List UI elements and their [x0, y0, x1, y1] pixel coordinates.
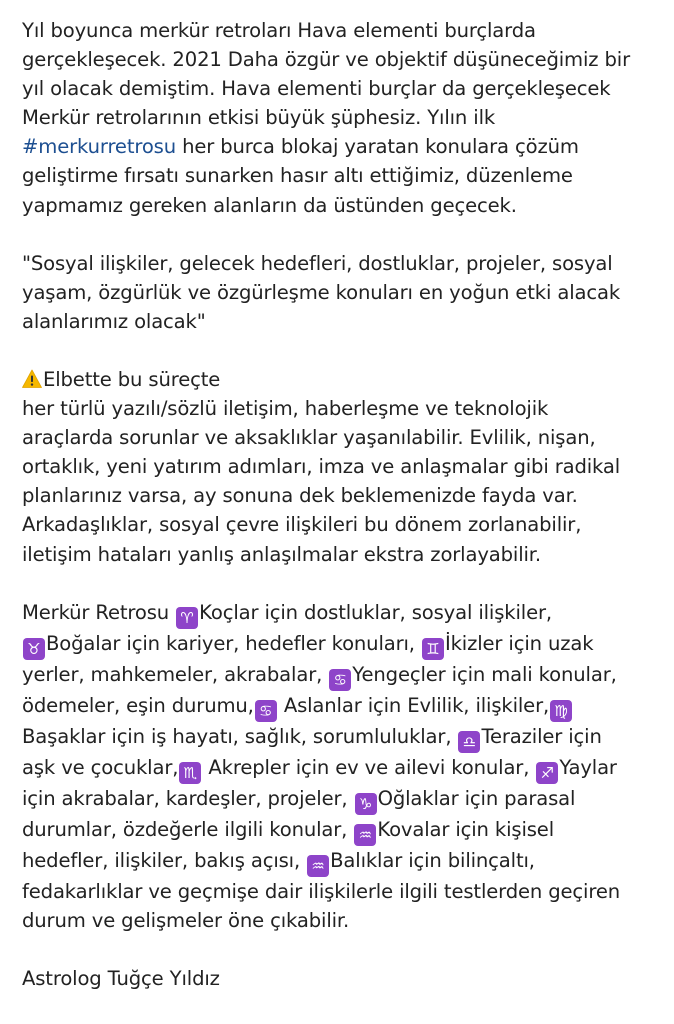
sagittarius-icon: ♐ — [536, 762, 558, 784]
text-segment: durumlar, özdeğerle ilgili konular, — [22, 817, 354, 841]
text-line — [22, 691, 662, 722]
text-segment: için akrabalar, kardeşler, projeler, — [22, 786, 354, 810]
paragraph-gap — [22, 935, 662, 964]
text-line — [22, 815, 662, 846]
aries-icon: ♈ — [176, 607, 198, 629]
text-line — [22, 753, 662, 784]
text-line: gerçekleşecek. 2021 Daha özgür ve objektif düşüneceğimiz bir — [22, 48, 630, 72]
text-line: Arkadaşlıklar, sosyal çevre ilişkileri bu dönem zorlanabilir, — [22, 513, 582, 537]
text-line: yıl olacak demiştim. Hava elementi burçlar da gerçekleşecek — [22, 77, 611, 101]
text-segment: Koçlar için dostluklar, sosyal ilişkiler, — [199, 600, 552, 624]
text-segment: Kovalar için kişisel — [377, 817, 554, 841]
text-line: Merkür retrolarının etkisi büyük şüphesiz. Yılın ilk — [22, 106, 496, 130]
text-segment: Akrepler için ev ve ailevi konular, — [202, 755, 536, 779]
text-segment: Yaylar — [559, 755, 617, 779]
text-line: "Sosyal ilişkiler, gelecek hedefleri, dostluklar, projeler, sosyal — [22, 251, 613, 275]
text-line: her türlü yazılı/sözlü iletişim, haberleşme ve teknolojik — [22, 397, 549, 421]
text-segment: aşk ve çocuklar, — [22, 755, 179, 779]
text-line — [22, 132, 662, 161]
capricorn-icon: ♑ — [355, 793, 377, 815]
text-line: fedakarlıklar ve geçmişe dair ilişkilerle ilgili testlerden geçiren — [22, 879, 620, 903]
paragraph-gap — [22, 336, 662, 365]
post-body — [22, 16, 662, 993]
text-line: geliştirme fırsatı sunarken hasır altı ettiğimiz, düzenleme — [22, 164, 573, 188]
text-line: ortaklık, yeni yatırım adımları, imza ve anlaşmalar gibi radikal — [22, 455, 621, 479]
warning-heading: Elbette bu süreçte — [43, 367, 221, 391]
signature-paragraph — [22, 964, 662, 993]
paragraph-gap — [22, 220, 662, 249]
cancer-icon: ♋ — [329, 669, 351, 691]
cancer-icon: ♋ — [255, 700, 277, 722]
text-line: yaşam, özgürlük ve özgürleşme konuları en yoğun etki alacak — [22, 280, 621, 304]
text-line: planlarınız varsa, ay sonuna dek beklemenizde fayda var. — [22, 484, 578, 508]
text-segment: Başaklar için iş hayatı, sağlık, sorumluluklar, — [22, 724, 458, 748]
text-segment: İkizler için uzak — [444, 631, 594, 655]
text-line — [22, 784, 662, 815]
text-line — [22, 846, 662, 877]
zodiac-paragraph — [22, 598, 662, 935]
text-segment: Aslanlar için Evlilik, ilişkiler, — [277, 693, 550, 717]
text-segment: Yengeçler için mali konular, — [352, 662, 617, 686]
text-line: durum ve gelişmeler öne çıkabilir. — [22, 908, 350, 932]
text-line: Yıl boyunca merkür retroları Hava elementi burçlarda — [22, 19, 536, 42]
warning-paragraph — [22, 365, 662, 569]
text-segment: Oğlaklar için parasal — [377, 786, 576, 810]
text-line: yapmamız gereken alanların da üstünden geçecek. — [22, 193, 517, 217]
text-segment: hedefler, ilişkiler, bakış açısı, — [22, 848, 307, 872]
quote-paragraph — [22, 249, 662, 336]
text-segment: yerler, mahkemeler, akrabalar, — [22, 662, 329, 686]
text-line: alanlarımız olacak" — [22, 309, 206, 333]
text-line: iletişim hataları yanlış anlaşılmalar ekstra zorlayabilir. — [22, 542, 541, 566]
text-segment: Merkür Retrosu — [22, 600, 176, 624]
text-segment: Teraziler için — [481, 724, 602, 748]
text-line — [22, 660, 662, 691]
aquarius-icon: ♒ — [354, 824, 376, 846]
text-segment: her burca blokaj yaratan konulara çözüm — [176, 135, 579, 159]
hashtag-link[interactable]: #merkurretrosu — [22, 135, 176, 159]
text-segment: ödemeler, eşin durumu, — [22, 693, 254, 717]
paragraph-gap — [22, 569, 662, 598]
virgo-icon: ♍ — [550, 700, 572, 722]
intro-paragraph — [22, 16, 662, 220]
text-line — [22, 722, 662, 753]
text-line: araçlarda sorunlar ve aksaklıklar yaşanılabilir. Evlilik, nişan, — [22, 426, 596, 450]
text-line — [22, 365, 662, 394]
author-signature: Astrolog Tuğçe Yıldız — [22, 966, 220, 990]
scorpio-icon: ♏ — [179, 762, 201, 784]
text-segment: Boğalar için kariyer, hedefler konuları, — [46, 631, 421, 655]
gemini-icon: ♊ — [422, 638, 444, 660]
text-segment: Balıklar için bilinçaltı, — [330, 848, 535, 872]
text-line — [22, 629, 662, 660]
aquarius-icon: ♒ — [307, 855, 329, 877]
taurus-icon: ♉ — [23, 638, 45, 660]
libra-icon: ♎ — [458, 731, 480, 753]
warning-icon — [22, 369, 42, 389]
text-line — [22, 598, 662, 629]
